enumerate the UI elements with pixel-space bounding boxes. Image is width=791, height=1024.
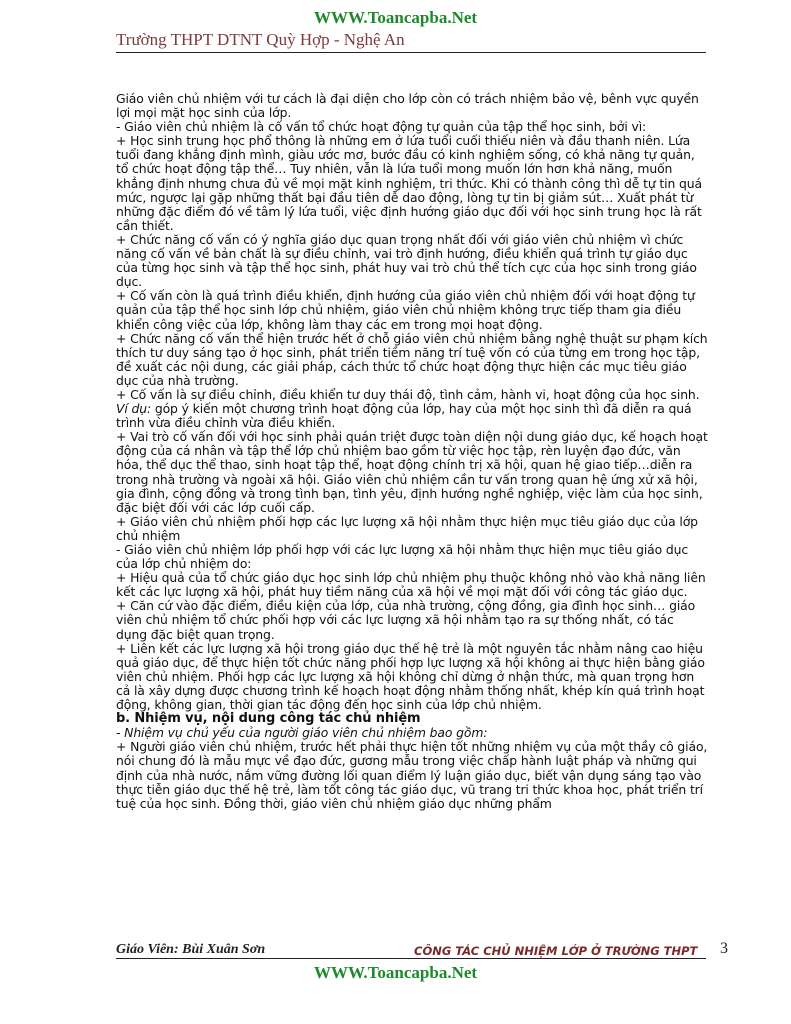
example-paragraph: [116, 402, 708, 430]
paragraph: + Liên kết các lực lượng xã hội trong giáo dục thế hệ trẻ là một nguyên tắc nhằm nâng cao hiệu quả giáo dục, để thực hiện tốt chức năng phối hợp lực lượng xã hội không ai thực hiện bằng giáo viên chủ nhiệm. Phối hợp các lực lượng xã hội không chỉ dừng ở nhận thức, mà quan trọng hơn cả là xây dựng được chương trình kế hoạch hoạt động nhằm thống nhất, khép kín quá trình hoạt động, không gian, thời gian tác động đến học sinh của lớp chủ nhiệm.: [116, 640, 705, 713]
footer-divider: [116, 958, 706, 959]
subsection-heading: - Nhiệm vụ chủ yếu của người giáo viên chủ nhiệm bao gồm:: [116, 725, 488, 741]
paragraph: + Cố vấn còn là quá trình điều khiển, định hướng của giáo viên chủ nhiệm đối với hoạt động tự quản của tập thể học sinh lớp chủ nhiệm, giáo viên chủ nhiệm không trực tiếp tham gia điều khiển công việc của lớp, không làm thay các em trong mọi hoạt động.: [116, 288, 695, 332]
paragraph: + Vai trò cố vấn đối với học sinh phải quán triệt được toàn diện nội dung giáo dục, kế hoạch hoạt động của cá nhân và tập thể lớp chủ nhiệm bao gồm từ việc học tập, rèn luyện đạo đức, văn hóa, thể dục thể thao, sinh hoạt tập thể, hoạt động chính trị xã hội, quan hệ giao tiếp…diễn ra trong nhà trường và ngoài xã hội. Giáo viên chủ nhiệm cần tư vấn trong quan hệ ứng xử xã hội, gia đình, cộng đồng và trong tình bạn, tình yêu, định hướng nghề nghiệp, việc làm của học sinh, đặc biệt đối với các lớp cuối cấp.: [116, 429, 708, 515]
example-label: Ví dụ:: [116, 401, 152, 417]
paragraph: + Người giáo viên chủ nhiệm, trước hết phải thực hiện tốt những nhiệm vụ của một thầy cô giáo, nói chung đó là mẫu mực về đạo đức, gương mẫu trong việc chấp hành luật pháp và những qui định của nhà nước, nắm vững đường lối quan điểm lý luận giáo dục, biết vận dụng sáng tạo vào thực tiễn giáo dục thế hệ trẻ, làm tốt công tác giáo dục, vũ trang tri thức khoa học, phát triển trí tuệ của học sinh. Đồng thời, giáo viên chủ nhiệm giáo dục những phẩm: [116, 739, 708, 811]
paragraph: + Học sinh trung học phổ thông là những em ở lứa tuổi cuối thiếu niên và đầu thanh niên. Lứa tuổi đang khẳng định mình, giàu ước mơ, bước đầu có kinh nghiệm sống, có khả năng tự quản, tổ chức hoạt động tập thể… Tuy nhiên, vẫn là lứa tuổi mong muốn lớn hơn khả năng, muốn khẳng định nhưng chưa đủ về mọi mặt kinh nghiệm, tri thức. Khi có thành công thì dễ tự tin quá mức, ngược lại gặp những thất bại đầu tiên dễ dao động, lòng tự tin bị giảm sút… Xuất phát từ những đặc điểm đó về tâm lý lứa tuổi, việc định hướng giáo dục đối với học sinh trung học là rất cần thiết.: [116, 133, 702, 233]
paragraph: + Căn cứ vào đặc điểm, điều kiện của lớp, của nhà trường, cộng đồng, gia đình học sinh… giáo viên chủ nhiệm tổ chức phối hợp với các lực lượng xã hội nhằm tạo ra sự thống nhất, có tác dụng đặc biệt quan trọng.: [116, 598, 696, 642]
paragraph: Giáo viên chủ nhiệm với tư cách là đại diện cho lớp còn có trách nhiệm bảo vệ, bênh vực quyền lợi mọi mặt học sinh của lớp.: [116, 91, 699, 121]
paragraph: + Chức năng cố vấn có ý nghĩa giáo dục quan trọng nhất đối với giáo viên chủ nhiệm vì chức năng cố vấn về bản chất là sự điều chỉnh, vai trò định hướng, điều khiển quá trình tự giáo dục của từng học sinh và tập thể học sinh, phát huy vai trò chủ thể tích cực của học sinh trong giáo dục.: [116, 231, 697, 290]
paragraph: + Hiệu quả của tổ chức giáo dục học sinh lớp chủ nhiệm phụ thuộc không nhỏ vào khả năng liên kết các lực lượng xã hội, phát huy tiềm năng của xã hội về mọi mặt đối với công tác giáo dục.: [116, 570, 706, 600]
paragraph: + Giáo viên chủ nhiệm phối hợp các lực lượng xã hội nhằm thực hiện mục tiêu giáo dục của lớp chủ nhiệm: [116, 513, 698, 543]
paragraph: - Giáo viên chủ nhiệm lớp phối hợp với các lực lượng xã hội nhằm thực hiện mục tiêu giáo dục của lớp chủ nhiệm do:: [116, 542, 689, 572]
document-body: [116, 92, 708, 811]
page-number: 3: [720, 940, 728, 957]
paragraph: + Chức năng cố vấn thể hiện trước hết ở chỗ giáo viên chủ nhiệm bằng nghệ thuật sư phạm kích thích tư duy sáng tạo ở học sinh, phát triển tiềm năng trí tuệ vốn có của từng em trong học tập, đề xuất các nội dung, các giải pháp, cách thức tổ chức hoạt động thực hiện các mục tiêu giáo dục của nhà trường.: [116, 330, 708, 388]
header-school-name: Trường THPT DTNT Quỳ Hợp - Nghệ An: [116, 30, 405, 49]
paragraph: - Giáo viên chủ nhiệm là cố vấn tổ chức hoạt động tự quản của tập thể học sinh, bởi vì:: [116, 119, 647, 135]
footer-website: WWW.Toancapba.Net: [313, 963, 478, 982]
section-heading: b. Nhiệm vụ, nội dung công tác chủ nhiệm: [116, 711, 421, 727]
footer-teacher: Giáo Viên: Bùi Xuân Sơn: [116, 942, 266, 957]
header-divider: [116, 52, 706, 53]
header-website: WWW.Toancapba.Net: [313, 8, 478, 27]
footer-document-title: CÔNG TÁC CHỦ NHIỆM LỚP Ở TRƯỜNG THPT: [414, 944, 698, 958]
paragraph: + Cố vấn là sự điều chỉnh, điều khiển tư duy thái độ, tình cảm, hành vi, hoạt động của học sinh.: [116, 386, 700, 402]
example-text: góp ý kiến một chương trình hoạt động của lớp, hay của một học sinh thì đã diễn ra quá trình vừa điều chỉnh vừa điều khiển.: [116, 401, 692, 431]
